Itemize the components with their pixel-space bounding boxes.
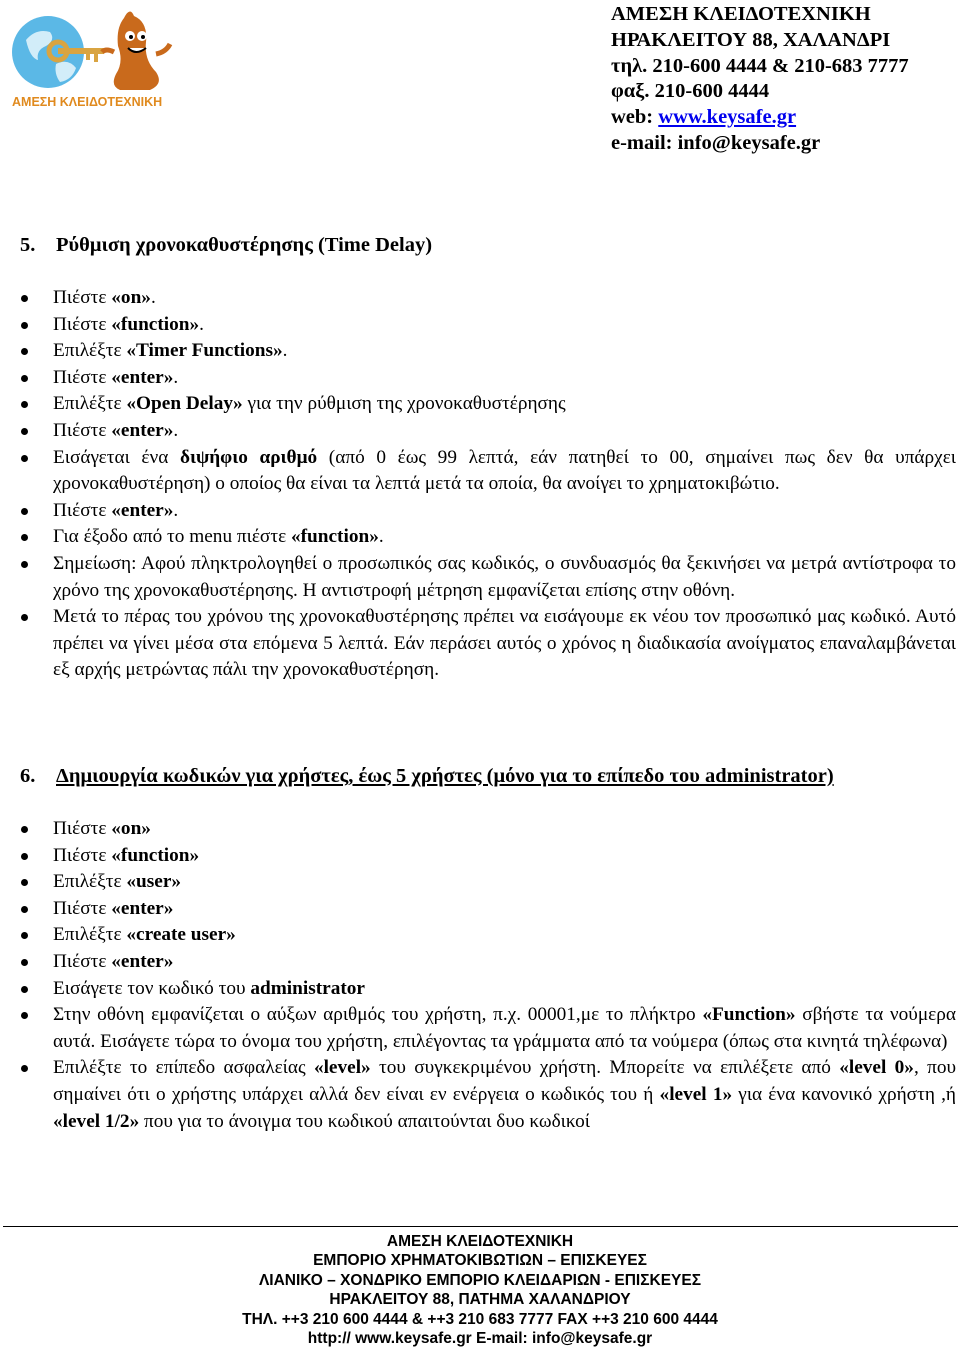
- item-bold-text: «enter»: [111, 366, 174, 388]
- item-text: .: [150, 287, 156, 308]
- item-bold-text: «Function»: [702, 1004, 796, 1026]
- item-bold-text: «Open Delay»: [126, 393, 243, 415]
- item-text: Επιλέξτε: [53, 393, 127, 415]
- list-item: [0, 445, 960, 498]
- item-text: Πιέστε: [53, 844, 112, 866]
- item-text: σβήστε τα νούμερα αυτά. Εισάγετε τώρα το όνομα του χρήστη, επιλέγοντας τα γράμματα από τα νούμερα (όπως στα κινητά τηλέφωνα): [53, 1004, 956, 1052]
- section-6-list: [0, 816, 960, 1135]
- list-item: [0, 338, 960, 365]
- header-email: e-mail: info@keysafe.gr: [611, 131, 821, 154]
- item-bold-text: «enter»: [111, 897, 174, 919]
- item-bold-text: «level»: [313, 1057, 371, 1079]
- list-item: [0, 949, 960, 976]
- item-bold-text: «enter»: [111, 950, 174, 972]
- item-text: .: [173, 366, 179, 388]
- item-bold-text: «function»: [111, 844, 200, 866]
- list-item: [0, 498, 960, 525]
- item-text: για την ρύθμιση της χρονοκαθυστέρησης: [242, 393, 566, 415]
- footer-company: ΑΜΕΣΗ ΚΛΕΙΔΟΤΕΧΝΙΚΗ: [386, 1233, 574, 1250]
- header-company-name: ΑΜΕΣΗ ΚΛΕΙΔΟΤΕΧΝΙΚΗ: [611, 3, 871, 25]
- header-fax: φαξ. 210-600 4444: [611, 80, 770, 103]
- item-text: .: [199, 313, 204, 335]
- header-contact: [611, 2, 909, 157]
- item-text: Στην οθόνη εμφανίζεται ο αύξων αριθμός του χρήστη, π.χ. 00001,με το πλήκτρο: [53, 1004, 703, 1026]
- list-item: [0, 976, 960, 1003]
- item-text: Πιέστε: [53, 897, 112, 919]
- item-text: Πιέστε: [53, 287, 112, 308]
- item-bold-text: «function»: [111, 313, 200, 335]
- item-bold-text: «function»: [290, 526, 379, 548]
- item-bold-text: «enter»: [111, 419, 174, 441]
- list-item: [0, 843, 960, 870]
- list-item: [0, 551, 960, 604]
- item-text: του συγκεκριμένου χρήστη. Μπορείτε να επιλέξετε από: [370, 1057, 840, 1079]
- item-text: .: [282, 340, 288, 362]
- item-bold-text: «on»: [111, 287, 151, 308]
- item-text: Εισάγετε τον κωδικό του: [53, 977, 251, 999]
- item-bold-text: «user»: [126, 871, 182, 893]
- item-text: Πιέστε: [53, 313, 112, 335]
- item-text: Για έξοδο από το menu πιέστε: [53, 526, 291, 548]
- list-item: [0, 1002, 960, 1055]
- item-text: , που σημαίνει ότι ο χρήστης υπάρχει αλλά δεν είναι εν ενέργεια ο κωδικός του ή: [53, 1057, 956, 1105]
- section-6-title: Δημιουργία κωδικών για χρήστες, έως 5 χρήστες (μόνο για το επίπεδο του administrator): [56, 765, 834, 787]
- item-text: Πιέστε: [53, 366, 112, 388]
- company-logo: [6, 2, 176, 112]
- list-item: [0, 285, 960, 312]
- list-item: [0, 1055, 960, 1135]
- item-bold-text: διψήφιο αριθμό: [179, 446, 318, 468]
- header-web-link[interactable]: www.keysafe.gr: [658, 106, 797, 129]
- footer-divider: [3, 1226, 958, 1227]
- footer-safes: ΕΜΠΟΡΙΟ ΧΡΗΜΑΤΟΚΙΒΩΤΙΩΝ – ΕΠΙΣΚΕΥΕΣ: [313, 1252, 647, 1270]
- item-text: .: [173, 499, 179, 521]
- section-6-heading: [20, 763, 834, 789]
- list-item: [0, 365, 960, 392]
- item-text: Μετά το πέρας του χρόνου της χρονοκαθυστέρησης πρέπει να εισάγουμε εκ νέου τον προσωπικό μας κωδικό. Αυτό πρέπει να γίνει μέσα στα επόμενα 5 λεπτά. Εάν περάσει αυτός ο χρόνος η διαδικασία ανοίγματος επαναλαμβάνεται εξ αρχής μετρώντας πάλι την χρονοκαθυστέρηση.: [53, 606, 956, 681]
- list-item: [0, 418, 960, 445]
- item-text: Πιέστε: [53, 950, 112, 972]
- list-item: [0, 312, 960, 339]
- item-bold-text: «Timer Functions»: [126, 340, 283, 362]
- item-bold-text: «level 1/2»: [53, 1110, 140, 1132]
- footer-locks: ΛΙΑΝΙΚΟ – ΧΟΝΔΡΙΚΟ ΕΜΠΟΡΙΟ ΚΛΕΙΔΑΡΙΩΝ - ΕΠΙΣΚΕΥΕΣ: [258, 1271, 702, 1289]
- logo-graphic: [6, 2, 176, 112]
- section-5-number: 5.: [20, 234, 36, 256]
- list-item: [0, 604, 960, 684]
- logo-text: ΑΜΕΣΗ ΚΛΕΙΔΟΤΕΧΝΙΚΗ: [12, 95, 163, 109]
- item-text: που για το άνοιγμα του κωδικού απαιτούνται δυο κωδικοί: [139, 1110, 590, 1132]
- header-phone: τηλ. 210-600 4444 & 210-683 7777: [611, 54, 909, 77]
- item-text: Εισάγεται ένα: [53, 446, 180, 468]
- footer-phone-fax: ΤΗΛ. ++3 210 600 4444 & ++3 210 683 7777 FAX ++3 210 600 4444: [242, 1310, 718, 1328]
- list-item: [0, 869, 960, 896]
- footer: [0, 1232, 960, 1348]
- item-text: για ένα κανονικό χρήστη ,ή: [732, 1083, 956, 1105]
- item-text: Πιέστε: [53, 818, 112, 839]
- item-bold-text: «on»: [111, 818, 151, 839]
- item-text: Επιλέξτε: [53, 924, 127, 946]
- section-5-heading: [20, 232, 432, 258]
- section-5-title: Ρύθμιση χρονοκαθυστέρησης (Time Delay): [56, 234, 433, 256]
- footer-web-email: http:// www.keysafe.gr E-mail: info@keysafe.gr: [307, 1330, 653, 1348]
- section-6-number: 6.: [20, 765, 36, 787]
- item-text: Επιλέξτε: [53, 871, 127, 893]
- item-bold-text: «create user»: [126, 924, 236, 946]
- item-text: Πιέστε: [53, 499, 112, 521]
- header-address: ΗΡΑΚΛΕΙΤΟΥ 88, ΧΑΛΑΝΔΡΙ: [611, 28, 891, 51]
- list-item: [0, 391, 960, 418]
- item-text: Σημείωση: Αφού πληκτρολογηθεί ο προσωπικός σας κωδικός, ο συνδυασμός θα ξεκινήσει να μετρά αντίστροφα το χρόνο της χρονοκαθυστέρησης. Η αντιστροφή μέτρηση εμφανίζεται επίσης στην οθόνη.: [53, 552, 956, 601]
- item-bold-text: administrator: [250, 977, 365, 999]
- item-bold-text: «level 1»: [659, 1083, 733, 1105]
- item-text: .: [378, 526, 384, 548]
- item-text: .: [173, 419, 179, 441]
- header-web: [611, 105, 909, 131]
- item-text: Επιλέξτε: [53, 340, 127, 362]
- list-item: [0, 524, 960, 551]
- footer-address: ΗΡΑΚΛΕΙΤΟΥ 88, ΠΑΤΗΜΑ ΧΑΛΑΝΔΡΙΟΥ: [329, 1291, 631, 1309]
- item-text: Πιέστε: [53, 419, 112, 441]
- item-text: Επιλέξτε το επίπεδο ασφαλείας: [53, 1057, 314, 1079]
- item-text: (από 0 έως 99 λεπτά, εάν πατηθεί το 00, σημαίνει πως δεν θα υπάρχει χρονοκαθυστέρηση) ο οποίος θα είναι τα λεπτά μετά τα οποία, θα ανοίγει το χρηματοκιβώτιο.: [53, 446, 956, 495]
- item-bold-text: «enter»: [111, 499, 174, 521]
- section-5-list: [0, 285, 960, 684]
- list-item: [0, 896, 960, 923]
- header-web-label: web:: [611, 106, 654, 129]
- list-item: [0, 816, 960, 843]
- list-item: [0, 922, 960, 949]
- item-bold-text: «level 0»: [839, 1057, 914, 1079]
